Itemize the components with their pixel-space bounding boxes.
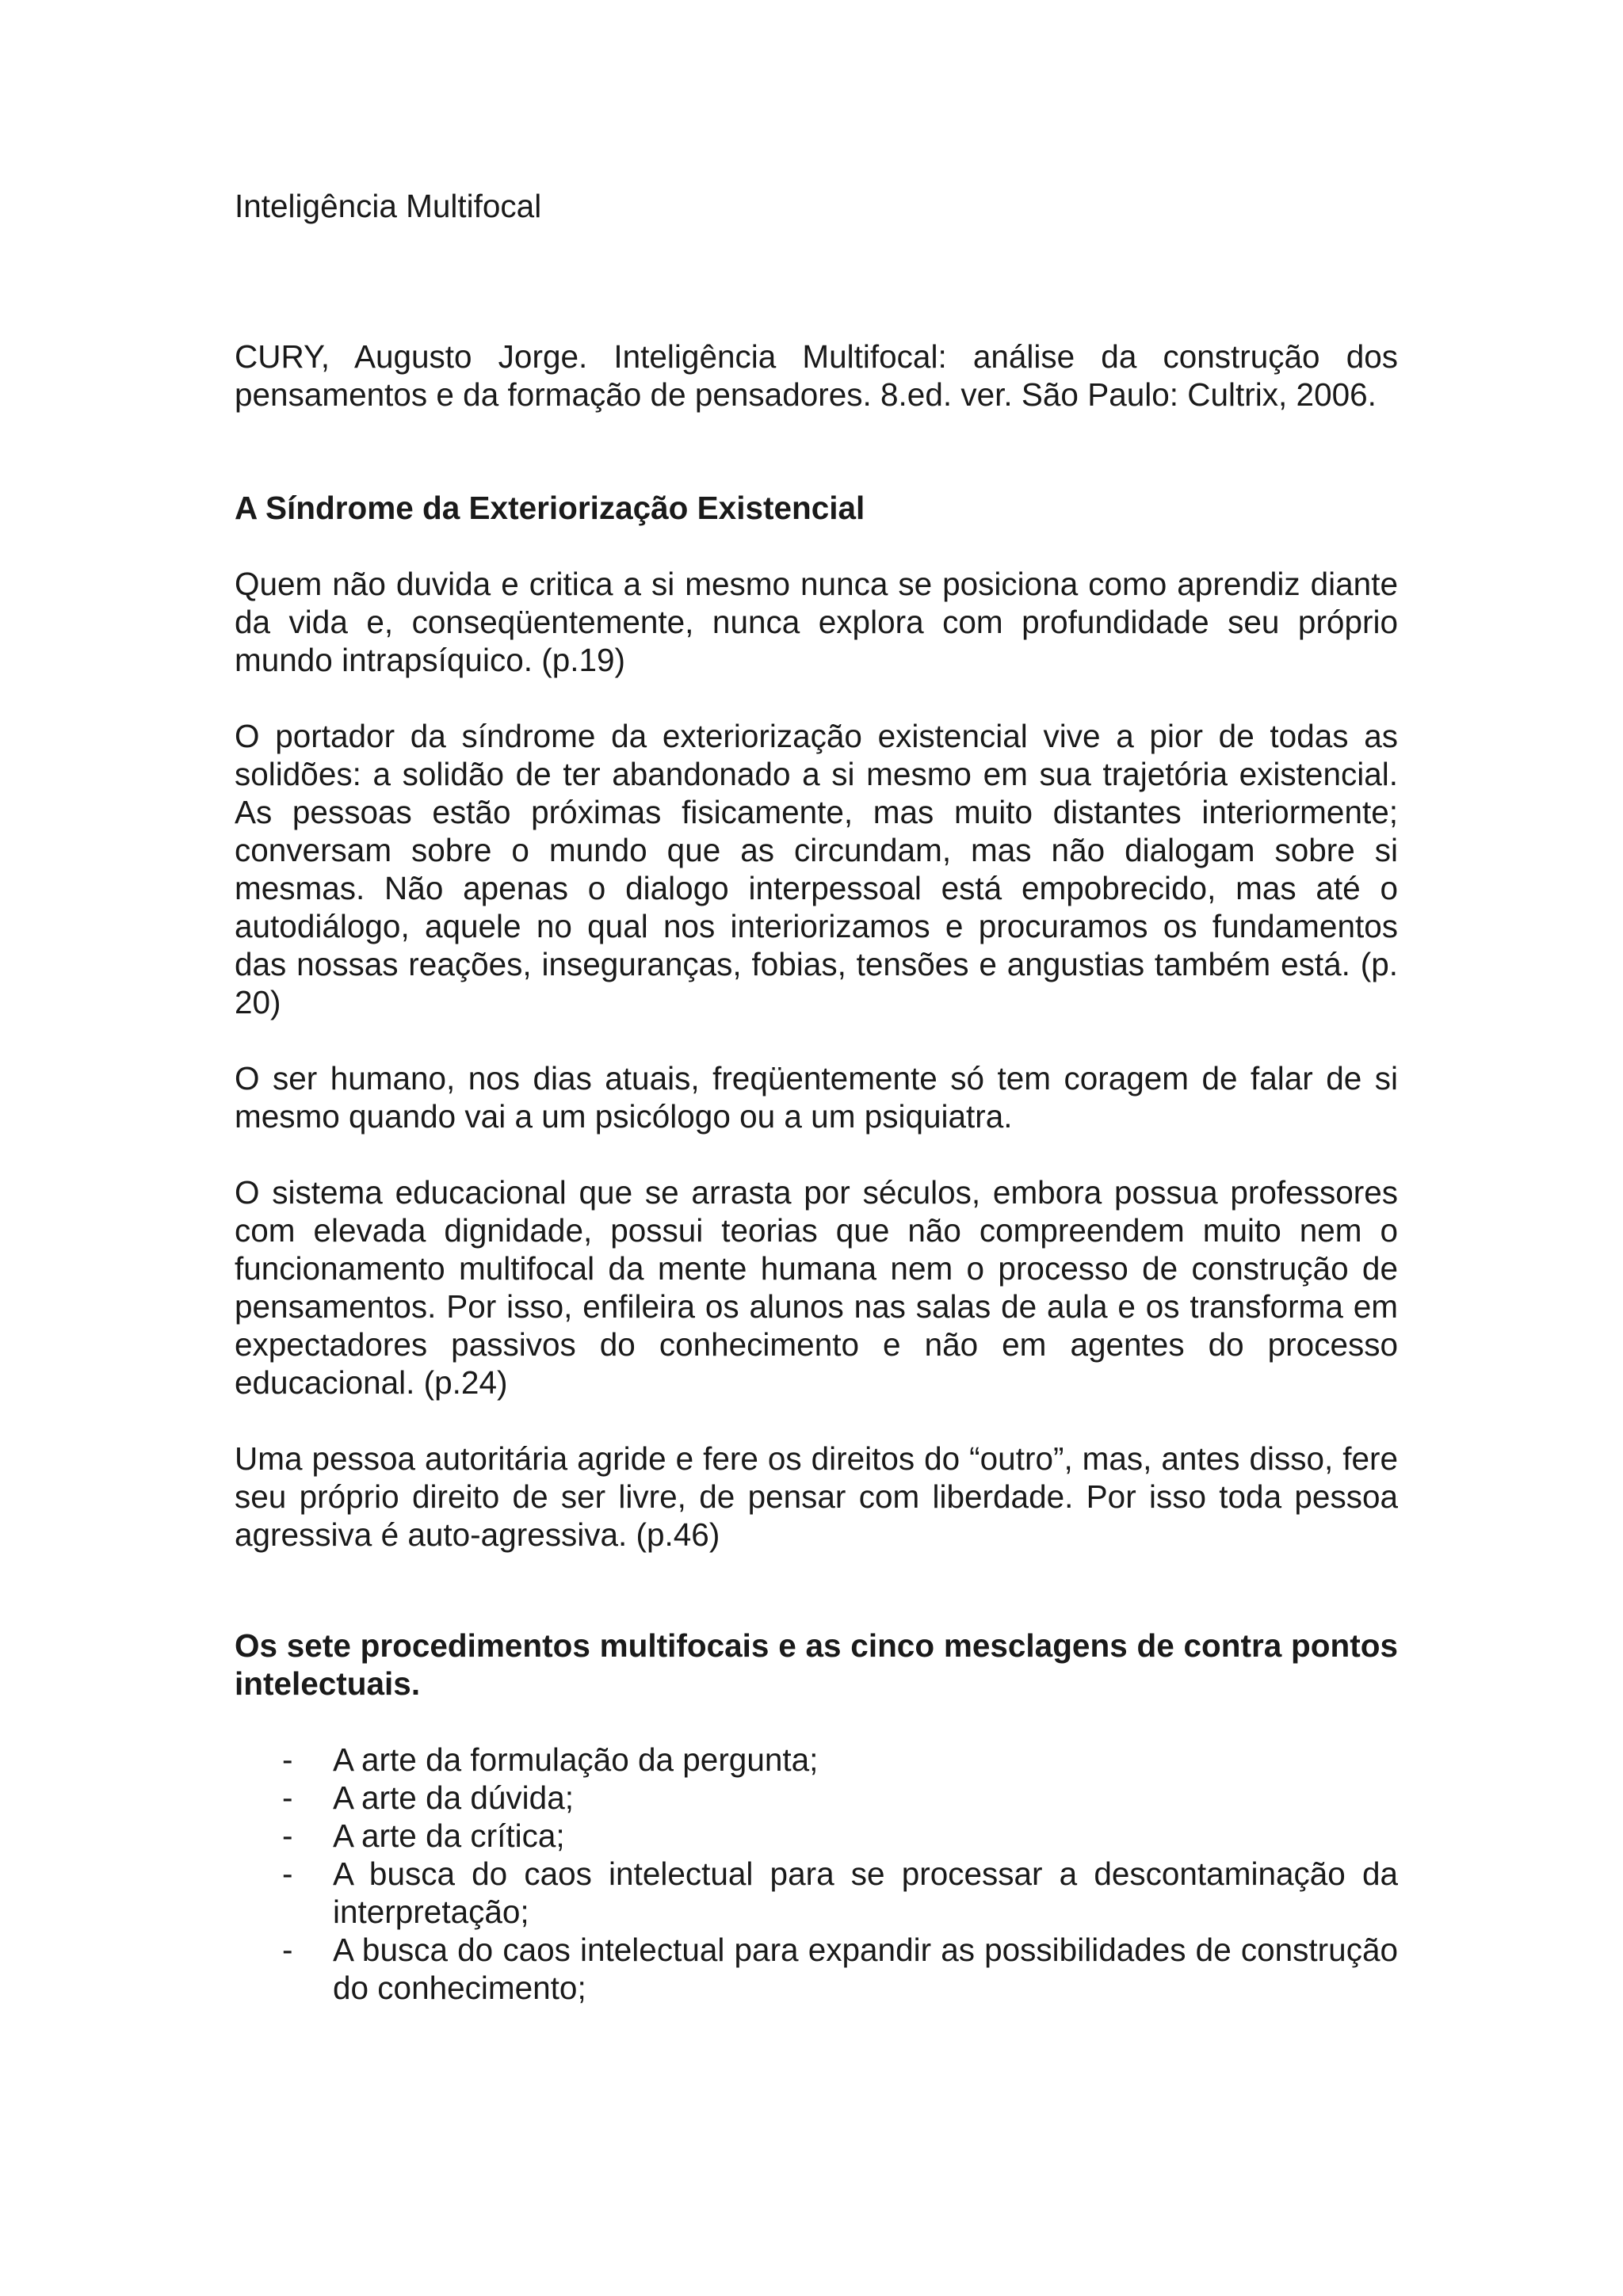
paragraph-3: O ser humano, nos dias atuais, freqüentemente só tem coragem de falar de si mesmo quando vai a um psicólogo ou a um psiquiatra.: [235, 1060, 1398, 1135]
section-heading-procedimentos: Os sete procedimentos multifocais e as cinco mesclagens de contra pontos intelectuais.: [235, 1627, 1398, 1702]
document-title: Inteligência Multifocal: [235, 188, 542, 224]
list-item: [235, 1855, 1398, 1931]
paragraph-2: O portador da síndrome da exteriorização existencial vive a pior de todas as solidões: a solidão de ter abandonado a si mesmo em sua trajetória existencial. As pessoas estão próximas fisicamente, mas muito distantes interiormente; conversam sobre o mundo que as circundam, mas não dialogam sobre si mesmas. Não apenas o dialogo interpessoal está empobrecido, mas até o autodiálogo, aquele no qual nos interiorizamos e procuramos os fundamentos das nossas reações, inseguranças, fobias, tensões e angustias também está. (p. 20): [235, 718, 1398, 1020]
list-bullet: -: [282, 1932, 293, 1968]
list-item: [235, 1931, 1398, 2007]
section-heading-sindrome: A Síndrome da Exteriorização Existencial: [235, 490, 865, 526]
list-bullet: -: [282, 1817, 293, 1854]
bibliographic-reference: CURY, Augusto Jorge. Inteligência Multifocal: análise da construção dos pensamentos e da formação de pensadores. 8.ed. ver. São Paulo: Cultrix, 2006.: [235, 338, 1398, 413]
paragraph-5: Uma pessoa autoritária agride e fere os direitos do “outro”, mas, antes disso, fere seu próprio direito de ser livre, de pensar com liberdade. Por isso toda pessoa agressiva é auto-agressiva. (p.46): [235, 1440, 1398, 1553]
list-item-text: A arte da dúvida;: [333, 1779, 574, 1816]
list-bullet: -: [282, 1741, 293, 1778]
list-item-text: A busca do caos intelectual para se processar a descontaminação da interpretação;: [333, 1855, 1398, 1930]
paragraph-1: Quem não duvida e critica a si mesmo nunca se posiciona como aprendiz diante da vida e, conseqüentemente, nunca explora com profundidade seu próprio mundo intrapsíquico. (p.19): [235, 566, 1398, 678]
list-item: [235, 1741, 1398, 1779]
procedures-list: [235, 1741, 1398, 2007]
list-bullet: -: [282, 1855, 293, 1892]
list-item: [235, 1817, 1398, 1855]
paragraph-4: O sistema educacional que se arrasta por séculos, embora possua professores com elevada dignidade, possui teorias que não compreendem muito nem o funcionamento multifocal da mente humana nem o processo de construção de pensamentos. Por isso, enfileira os alunos nas salas de aula e os transforma em expectadores passivos do conhecimento e não em agentes do processo educacional. (p.24): [235, 1174, 1398, 1401]
list-bullet: -: [282, 1779, 293, 1816]
list-item: [235, 1779, 1398, 1817]
document-content: [235, 187, 1398, 2007]
list-item-text: A arte da crítica;: [333, 1817, 565, 1854]
list-item-text: A arte da formulação da pergunta;: [333, 1741, 819, 1778]
list-item-text: A busca do caos intelectual para expandir as possibilidades de construção do conhecimento;: [333, 1932, 1398, 2006]
